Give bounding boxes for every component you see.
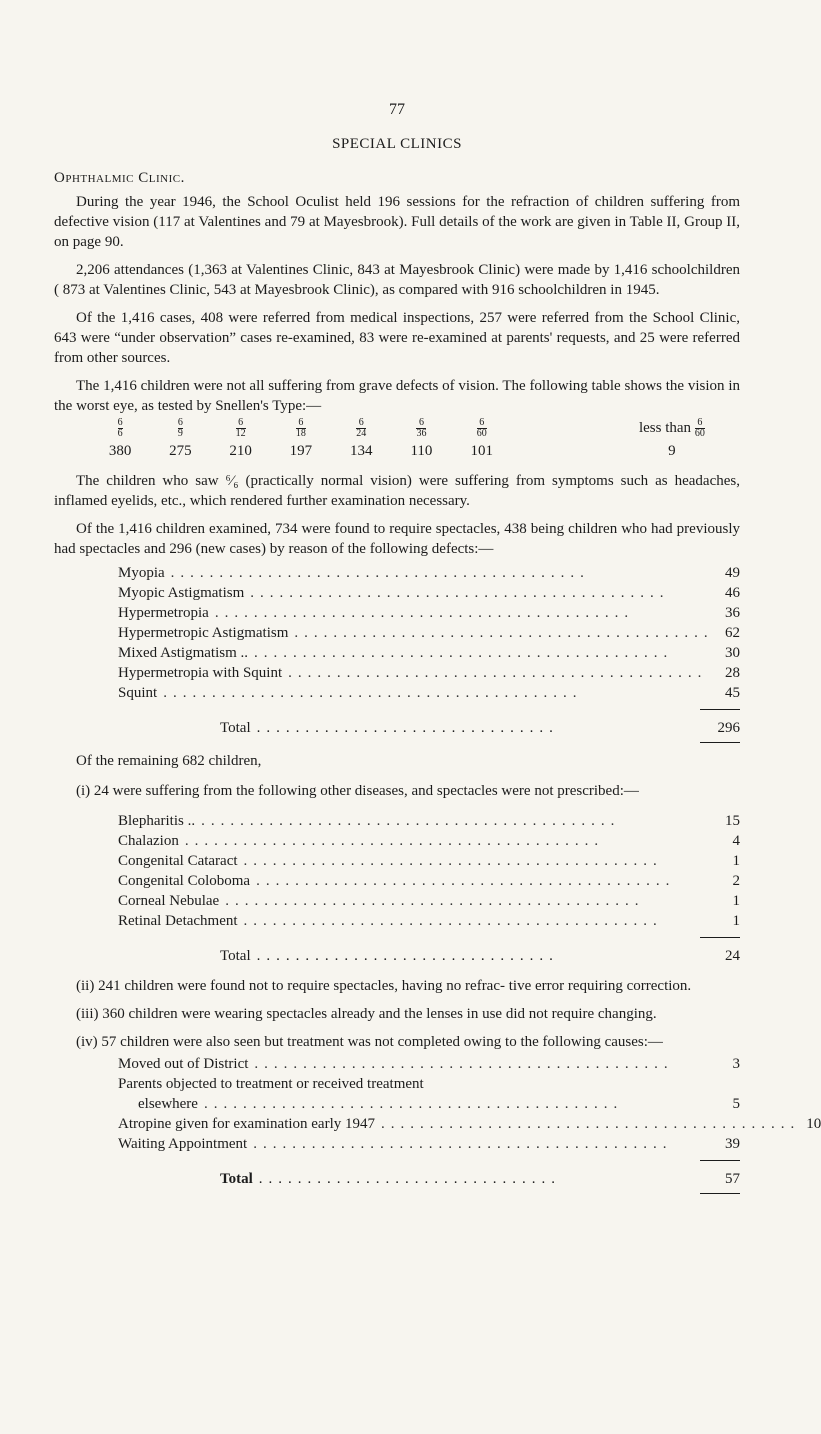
page-title: SPECIAL CLINICS	[332, 136, 462, 152]
snellen-count: 210	[229, 443, 252, 459]
list-item-label: Myopic Astigmatism	[118, 585, 245, 601]
list-item-label: Myopia	[118, 565, 165, 581]
total-value: 57	[725, 1171, 740, 1187]
list-item	[54, 603, 740, 623]
paragraph-attendances: 2,206 attendances (1,363 at Valentines Clinic, 843 at Mayesbrook Clinic) were made by 1,416 schoolchildren ( 873 at Valentines Clinic, 543 at Mayesbrook Clinic), as compared with 916 schoolchildren in 1945.	[54, 262, 740, 298]
list-item-value: 30	[725, 645, 740, 661]
divider	[700, 742, 740, 743]
list-item-value: 46	[725, 585, 740, 601]
list-item-value: 1	[732, 913, 740, 929]
fraction-numerator: 6	[356, 418, 366, 429]
less-than-label: less than	[638, 420, 692, 436]
total-value: 24	[725, 948, 740, 964]
list-item-value: 62	[725, 625, 740, 641]
list-item-label: elsewhere	[138, 1096, 198, 1112]
snellen-col	[452, 418, 512, 461]
fraction-denominator: 24	[356, 428, 367, 439]
list-item	[54, 911, 740, 931]
list-item-label: Hypermetropia with Squint	[118, 665, 283, 681]
list-item-label: Atropine given for examination early 1947	[118, 1116, 376, 1132]
snellen-fraction	[356, 418, 366, 439]
paragraph-remaining: Of the remaining 682 children,	[76, 753, 262, 769]
list-item-value: 1	[732, 853, 740, 869]
leader-dots: ...........................................	[203, 1096, 624, 1112]
snellen-count: 9	[668, 443, 676, 459]
list-item-value: 1	[732, 893, 740, 909]
fraction-denominator: 60	[476, 428, 487, 439]
list-item-value: 49	[725, 565, 740, 581]
list-item-label: Waiting Appointment	[118, 1136, 248, 1152]
total-label: Total	[220, 720, 251, 736]
snellen-col-less-than	[604, 418, 740, 461]
divider	[700, 937, 740, 938]
list-item	[54, 871, 740, 891]
list-item	[54, 643, 740, 663]
list-item	[54, 1094, 740, 1114]
leader-dots: ...........................................	[243, 853, 663, 869]
list-item-value: 5	[732, 1096, 740, 1112]
leader-dots: ...........................................	[201, 813, 621, 829]
paragraph-sessions: During the year 1946, the School Oculist held 196 sessions for the refraction of children suffering from defective vision (117 at Valentines and 79 at Mayesbrook). Full details of the work are given in Table II, Group II, on page 90.	[54, 194, 740, 250]
list-item-label: Chalazion	[118, 833, 179, 849]
snellen-col	[90, 418, 150, 461]
list-item	[54, 831, 740, 851]
total-row	[54, 946, 740, 966]
snellen-col	[211, 418, 271, 461]
leader-dots: ...........................................	[250, 585, 670, 601]
leader-dots: ...........................................	[254, 1056, 674, 1072]
list-item	[54, 1074, 740, 1094]
leader-dots: ...........................................	[225, 893, 645, 909]
list-item-value: 4	[732, 833, 740, 849]
fraction-denominator: 18	[295, 428, 306, 439]
list-item-value: 28	[725, 665, 740, 681]
fraction-numerator: 6	[477, 418, 487, 429]
list-item-label: Retinal Detachment	[118, 913, 238, 929]
list-item	[54, 683, 740, 703]
snellen-fraction	[695, 418, 705, 439]
list-item-value: 2	[732, 873, 740, 889]
total-label: Total	[220, 948, 251, 964]
list-item	[54, 1134, 740, 1154]
paragraph-snellen-intro: The 1,416 children were not all suffering from grave defects of vision. The following table shows the vision in the worst eye, as tested by Snellen's Type:—	[54, 378, 740, 414]
leader-dots: ...........................................	[381, 1116, 801, 1132]
snellen-fraction	[118, 418, 123, 439]
list-item-value: 3	[732, 1056, 740, 1072]
leader-dots: ...........................................	[170, 565, 590, 581]
list-item-label: Parents objected to treatment or received treatment	[118, 1076, 424, 1092]
paragraph-spectacles: Of the 1,416 children examined, 734 were found to require spectacles, 438 being children who had previously had spectacles and 296 (new cases) by reason of the following defects:—	[54, 521, 740, 557]
snellen-col	[271, 418, 331, 461]
snellen-count: 275	[169, 443, 192, 459]
section-heading: Ophthalmic Clinic.	[54, 170, 185, 186]
list-item-label: Corneal Nebulae	[118, 893, 220, 909]
fraction-numerator: 6	[695, 418, 705, 429]
list-item	[54, 891, 740, 911]
snellen-fraction	[236, 418, 246, 439]
fraction-numerator: 6	[416, 418, 426, 429]
snellen-fraction	[416, 418, 426, 439]
list-item-label: Blepharitis ..	[118, 813, 196, 829]
snellen-fraction	[296, 418, 306, 439]
paragraph-no-spectacles: (ii) 241 children were found not to require spectacles, having no refrac- tive error requiring correction.	[76, 978, 692, 994]
snellen-count: 380	[108, 443, 132, 459]
list-item	[54, 583, 740, 603]
total-label: Total	[220, 1171, 253, 1187]
paragraph-incomplete-treatment: (iv) 57 children were also seen but treatment was not completed owing to the following causes:—	[76, 1034, 663, 1050]
list-item-label: Congenital Cataract	[118, 853, 238, 869]
list-item	[54, 1114, 821, 1134]
leader-dots: ...........................................	[243, 913, 663, 929]
paragraph-normal-vision: The children who saw ⁶⁄₆ (practically normal vision) were suffering from symptoms such as headaches, inflamed eyelids, etc., which rendered further examination necessary.	[54, 473, 740, 509]
list-item-value: 39	[725, 1136, 740, 1152]
leader-dots: ...........................................	[288, 665, 708, 681]
divider	[700, 1160, 740, 1161]
list-item-value: 15	[725, 813, 740, 829]
fraction-denominator: 12	[235, 428, 246, 439]
total-row	[54, 718, 740, 738]
leader-dots: ...........................................	[214, 605, 635, 621]
snellen-count: 134	[349, 443, 373, 459]
snellen-col	[331, 418, 391, 461]
causes-list	[54, 1054, 821, 1194]
total-row	[54, 1169, 740, 1189]
snellen-count: 197	[289, 443, 313, 459]
list-item-label: Moved out of District	[118, 1056, 249, 1072]
list-item	[54, 811, 740, 831]
list-item	[54, 623, 740, 643]
snellen-col	[391, 418, 451, 461]
fraction-numerator: 6	[117, 417, 123, 428]
leader-dots: ...........................................	[253, 1136, 673, 1152]
leader-dots: ...........................................	[294, 625, 714, 641]
list-item-label: Hypermetropia	[118, 605, 209, 621]
list-item	[54, 663, 740, 683]
paragraph-existing-spectacles: (iii) 360 children were wearing spectacles already and the lenses in use did not require changing.	[76, 1006, 657, 1022]
snellen-fraction	[178, 418, 183, 439]
list-item	[54, 563, 740, 583]
fraction-denominator: 36	[416, 428, 427, 439]
list-item-value: 36	[725, 605, 740, 621]
list-item-label: Congenital Coloboma	[118, 873, 251, 889]
snellen-count: 110	[410, 443, 433, 459]
list-item-label: Squint	[118, 685, 158, 701]
fraction-numerator: 6	[236, 418, 246, 429]
page-number: 77	[389, 101, 405, 118]
list-item-label: Hypermetropic Astigmatism	[118, 625, 289, 641]
leader-dots: ...............................	[256, 720, 559, 736]
paragraph-other-diseases: (i) 24 were suffering from the following other diseases, and spectacles were not prescribed:—	[76, 783, 639, 799]
list-item-label: Mixed Astigmatism ..	[118, 645, 249, 661]
list-item-value: 45	[725, 685, 740, 701]
defects-list	[54, 563, 740, 743]
leader-dots: ...............................	[258, 1171, 562, 1187]
snellen-col	[150, 418, 210, 461]
leader-dots: ...........................................	[163, 685, 583, 701]
fraction-denominator: 6	[117, 428, 123, 439]
leader-dots: ...............................	[256, 948, 559, 964]
snellen-count: 101	[470, 443, 493, 459]
fraction-denominator: 60	[694, 428, 705, 439]
divider	[700, 1193, 740, 1194]
list-item	[54, 1054, 740, 1074]
fraction-denominator: 9	[177, 428, 183, 439]
list-item	[54, 851, 740, 871]
leader-dots: ...........................................	[256, 873, 676, 889]
list-item-value: 10	[806, 1116, 821, 1132]
fraction-numerator: 6	[177, 417, 183, 428]
total-value: 296	[717, 720, 740, 736]
leader-dots: ...........................................	[184, 833, 605, 849]
paragraph-referrals: Of the 1,416 cases, 408 were referred from medical inspections, 257 were referred from the School Clinic, 643 were “under observation” cases re-examined, 83 were re-examined at parents' requests, and 25 were referred from other sources.	[54, 310, 740, 366]
snellen-table	[54, 418, 740, 461]
divider	[700, 709, 740, 710]
fraction-numerator: 6	[296, 418, 306, 429]
diseases-list	[54, 811, 740, 966]
leader-dots: ...........................................	[254, 645, 674, 661]
snellen-fraction	[477, 418, 487, 439]
